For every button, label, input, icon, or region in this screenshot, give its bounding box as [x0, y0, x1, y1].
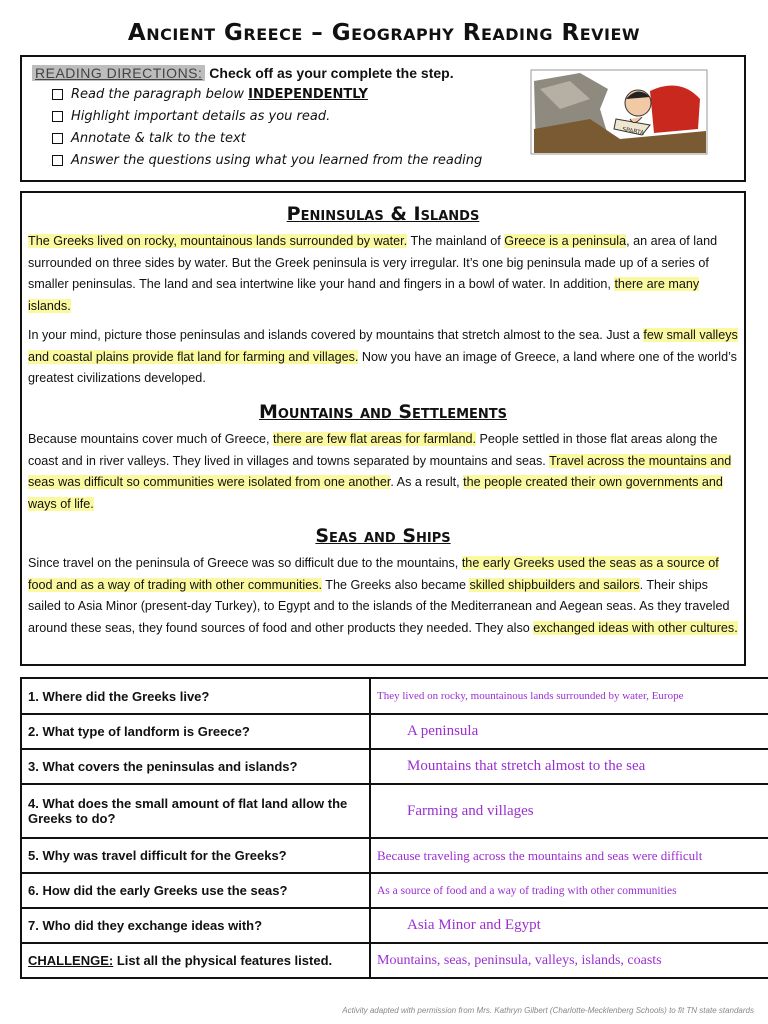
step-item[interactable]: [52, 84, 482, 106]
reading-paragraph: [28, 325, 740, 390]
highlighted-text: there are many islands.: [28, 277, 700, 313]
step-item[interactable]: [52, 150, 482, 172]
reading-box: [20, 191, 746, 666]
paragraph-text: Now you have an image of Greece, a land where one of the world’s greatest civilizations developed.: [28, 349, 737, 385]
directions-box: [20, 55, 746, 182]
directions-instruction: Check off as your complete the step.: [209, 65, 454, 81]
step-emphasis: INDEPENDENTLY: [248, 87, 368, 102]
checkbox-icon[interactable]: [52, 155, 63, 166]
answer-cell[interactable]: Because traveling across the mountains and seas were difficult: [370, 838, 768, 873]
question-table: [20, 677, 768, 979]
question-cell: 5. Why was travel difficult for the Greeks?: [21, 838, 370, 873]
footer-credit: Activity adapted with permission from Mrs. Kathryn Gilbert (Charlotte-Mecklenberg Schools) to fit TN state standards: [342, 1006, 754, 1015]
question-cell: 1. Where did the Greeks live?: [21, 678, 370, 714]
question-row: [21, 714, 768, 749]
answer-cell[interactable]: Mountains, seas, peninsula, valleys, islands, coasts: [370, 943, 768, 978]
picture-label: SPARTA: [621, 126, 645, 137]
directions-header: [32, 65, 454, 81]
checkbox-icon[interactable]: [52, 89, 63, 100]
directions-label: READING DIRECTIONS:: [32, 65, 205, 81]
paragraph-text: Since travel on the peninsula of Greece was so difficult due to the mountains,: [28, 556, 462, 570]
paragraph-text: . As a result,: [390, 475, 464, 489]
highlighted-text: skilled shipbuilders and sailors: [469, 577, 640, 592]
reading-greek-clipart: [530, 69, 708, 155]
step-item[interactable]: [52, 128, 482, 150]
paragraph-text: Because mountains cover much of Greece,: [28, 432, 274, 446]
worksheet-title: Ancient Greece – Geography Reading Review: [127, 20, 641, 46]
checkbox-icon[interactable]: [52, 133, 63, 144]
question-cell: 2. What type of landform is Greece?: [21, 714, 370, 749]
paragraph-text: . Their ships sailed to Asia Minor (present-day Turkey), to Egypt and to the islands of the Mediterranean and Aegean seas. As they traveled around these seas, they found sources of food and other products they needed. They also: [28, 577, 730, 635]
question-row: [21, 943, 768, 978]
step-text: Highlight important details as you read.: [71, 109, 331, 124]
challenge-label: CHALLENGE:: [28, 953, 114, 968]
answer-cell[interactable]: Asia Minor and Egypt: [370, 908, 768, 943]
paragraph-text: The mainland of: [407, 234, 505, 248]
highlighted-text: Travel across the mountains and seas was difficult so communities were isolated from one another: [28, 453, 732, 489]
reading-paragraph: [28, 429, 740, 515]
highlighted-text: the early Greeks used the seas as a source of food and as a way of trading with other communities.: [28, 556, 719, 592]
question-cell: 7. Who did they exchange ideas with?: [21, 908, 370, 943]
paragraph-text: In your mind, picture those peninsulas and islands covered by mountains that stretch almost to the sea. Just a: [28, 328, 644, 342]
question-row: [21, 908, 768, 943]
step-text: Read the paragraph below: [71, 87, 249, 102]
checkbox-icon[interactable]: [52, 111, 63, 122]
answer-cell[interactable]: As a source of food and a way of trading with other communities: [370, 873, 768, 908]
answer-cell[interactable]: They lived on rocky, mountainous lands surrounded by water, Europe: [370, 678, 768, 714]
answer-cell[interactable]: Mountains that stretch almost to the sea: [370, 749, 768, 784]
highlighted-text: Greece is a peninsula: [504, 234, 627, 248]
highlighted-text: The Greeks lived on rocky, mountainous lands surrounded by water.: [28, 234, 408, 248]
question-row: [21, 678, 768, 714]
reading-paragraph: [28, 231, 740, 317]
step-item[interactable]: [52, 106, 482, 128]
question-row: [21, 873, 768, 908]
question-row: [21, 784, 768, 838]
question-row: [21, 838, 768, 873]
answer-cell[interactable]: A peninsula: [370, 714, 768, 749]
step-text: Answer the questions using what you learned from the reading: [71, 153, 483, 168]
question-cell: 3. What covers the peninsulas and islands?: [21, 749, 370, 784]
paragraph-text: People settled in those flat areas along the coast and in river valleys. They lived in villages and towns separated by mountains and seas.: [28, 432, 718, 468]
section-heading: Peninsulas & Islands: [286, 203, 480, 225]
section-heading: Seas and Ships: [315, 525, 451, 547]
highlighted-text: exchanged ideas with other cultures.: [533, 620, 738, 635]
question-cell: 4. What does the small amount of flat land allow the Greeks to do?: [21, 784, 370, 838]
reading-paragraph: [28, 553, 740, 639]
step-text: Annotate & talk to the text: [71, 131, 246, 146]
paragraph-text: , an area of land surrounded on three sides by water. But the Greek peninsula is very irregular. It’s one big peninsula made up of a series of smaller peninsulas. The land and sea intertwine like your hand and fingers in a bowl of water. In addition,: [28, 234, 718, 291]
paragraph-text: The Greeks also became: [322, 577, 470, 592]
question-cell: 6. How did the early Greeks use the seas?: [21, 873, 370, 908]
highlighted-text: there are few flat areas for farmland.: [273, 432, 477, 446]
highlighted-text: the people created their own governments and ways of life.: [28, 475, 723, 511]
steps-list: [52, 84, 482, 172]
answer-cell[interactable]: Farming and villages: [370, 784, 768, 838]
highlighted-text: few small valleys and coastal plains provide flat land for farming and villages.: [28, 328, 738, 364]
question-cell: CHALLENGE: List all the physical features listed.: [21, 943, 370, 978]
section-heading: Mountains and Settlements: [258, 401, 508, 423]
question-row: [21, 749, 768, 784]
